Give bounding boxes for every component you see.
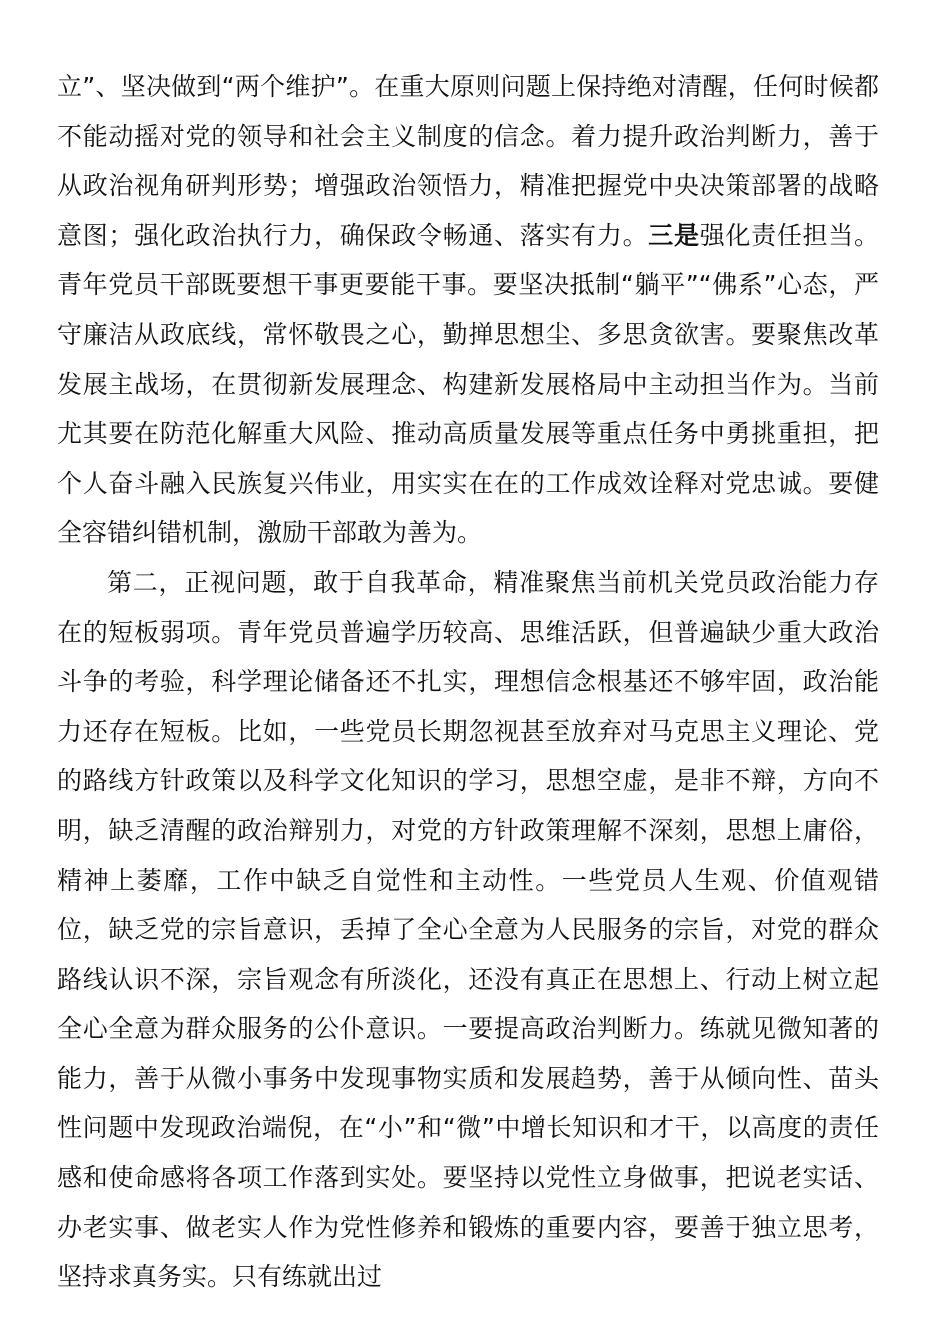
body-text <box>57 62 879 1302</box>
paragraph-1-text-a: 立”、坚决做到“两个维护”。在重大原则问题上保持绝对清醒，任何时候都不能动摇对党的领导和社会主义制度的信念。着力提升政治判断力，善于从政治视角研判形势；增强政治领悟力，精准把握党中央决策部署的战略意图；强化政治执行力，确保政令畅通、落实有力。 <box>57 72 879 250</box>
paragraph-1 <box>57 62 879 558</box>
paragraph-2: 第二，正视问题，敢于自我革命，精准聚焦当前机关党员政治能力存在的短板弱项。青年党员普遍学历较高、思维活跃，但普遍缺少重大政治斗争的考验，科学理论储备还不扎实，理想信念根基还不够牢固，政治能力还存在短板。比如，一些党员长期忽视甚至放弃对马克思主义理论、党的路线方针政策以及科学文化知识的学习，思想空虚，是非不辩，方向不明，缺乏清醒的政治辩别力，对党的方针政策理解不深刻，思想上庸俗，精神上萎靡，工作中缺乏自觉性和主动性。一些党员人生观、价值观错位，缺乏党的宗旨意识，丢掉了全心全意为人民服务的宗旨，对党的群众路线认识不深，宗旨观念有所淡化，还没有真正在思想上、行动上树立起全心全意为群众服务的公仆意识。一要提高政治判断力。练就见微知著的能力，善于从微小事务中发现事物实质和发展趋势，善于从倾向性、苗头性问题中发现政治端倪，在“小”和“微”中增长知识和才干，以高度的责任感和使命感将各项工作落到实处。要坚持以党性立身做事，把说老实话、办老实事、做老实人作为党性修养和锻炼的重要内容，要善于独立思考，坚持求真务实。只有练就出过 <box>57 567 879 1292</box>
bold-marker-sanshi: 三是 <box>648 220 700 250</box>
paragraph-1-text-b: 强化责任担当。青年党员干部既要想干事更要能干事。要坚决抵制“躺平”“佛系”心态，严守廉洁从政底线，常怀敬畏之心，勤掸思想尘、多思贪欲害。要聚焦改革发展主战场，在贯彻新发展理念、构建新发展格局中主动担当作为。当前尤其要在防范化解重大风险、推动高质量发展等重点任务中勇挑重担，把个人奋斗融入民族复兴伟业，用实实在在的工作成效诠释对党忠诚。要健全容错纠错机制，激励干部敢为善为。 <box>57 220 879 548</box>
